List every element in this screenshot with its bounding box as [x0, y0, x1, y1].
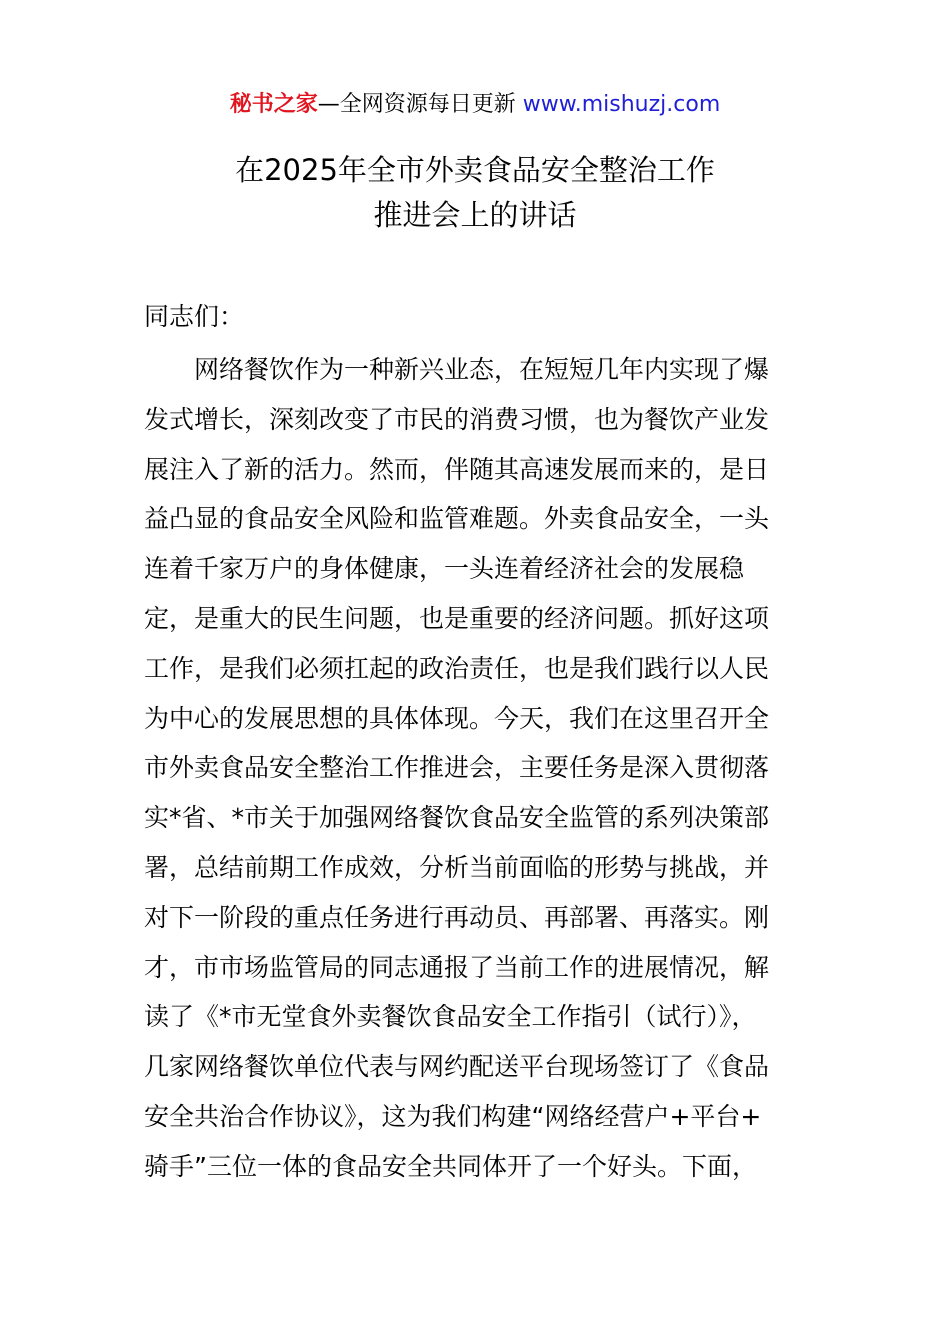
header-tagline: —全网资源每日更新: [317, 92, 516, 117]
paragraph-line: 几家网络餐饮单位代表与网约配送平台现场签订了《食品: [144, 1052, 770, 1082]
paragraph-line: 市外卖食品安全整治工作推进会，主要任务是深入贯彻落: [144, 753, 770, 783]
paragraph-line: 发式增长，深刻改变了市民的消费习惯，也为餐饮产业发: [144, 404, 770, 434]
brand-name: 秘书之家: [229, 92, 318, 117]
paragraph-line: 署，总结前期工作成效，分析当前面临的形势与挑战，并: [144, 852, 770, 882]
paragraph-line: 定，是重大的民生问题，也是重要的经济问题。抓好这项: [144, 603, 770, 633]
title-line-1: 在2025年全市外卖食品安全整治工作: [235, 153, 715, 187]
paragraph-line: 才，市市场监管局的同志通报了当前工作的进展情况，解: [144, 952, 770, 982]
paragraph-line: 骑手”三位一体的食品安全共同体开了一个好头。下面，: [144, 1151, 757, 1181]
paragraph-line: 实*省、*市关于加强网络餐饮食品安全监管的系列决策部: [144, 803, 770, 833]
paragraph-line: 连着千家万户的身体健康，一头连着经济社会的发展稳: [144, 554, 745, 584]
paragraph-line: 对下一阶段的重点任务进行再动员、再部署、再落实。刚: [144, 902, 770, 932]
paragraph-line: 读了《*市无堂食外卖餐饮食品安全工作指引（试行）》，: [144, 1002, 757, 1032]
paragraph-line: 为中心的发展思想的具体体现。今天，我们在这里召开全: [144, 703, 770, 733]
site-header: [0, 88, 950, 122]
body-paragraph: [144, 345, 814, 1192]
paragraph-line: 工作，是我们必须扛起的政治责任，也是我们践行以人民: [144, 653, 770, 683]
salutation: 同志们：: [144, 302, 245, 331]
document-title: [0, 148, 950, 238]
site-url-link[interactable]: www.mishuzj.com: [522, 92, 721, 117]
paragraph-line: 安全共治合作协议》，这为我们构建“网络经营户+平台+: [144, 1101, 762, 1131]
paragraph-line: 益凸显的食品安全风险和监管难题。外卖食品安全，一头: [144, 504, 770, 534]
paragraph-line: 网络餐饮作为一种新兴业态，在短短几年内实现了爆: [194, 355, 770, 384]
title-line-2: 推进会上的讲话: [373, 198, 577, 232]
paragraph-line: 展注入了新的活力。然而，伴随其高速发展而来的，是日: [144, 454, 770, 484]
